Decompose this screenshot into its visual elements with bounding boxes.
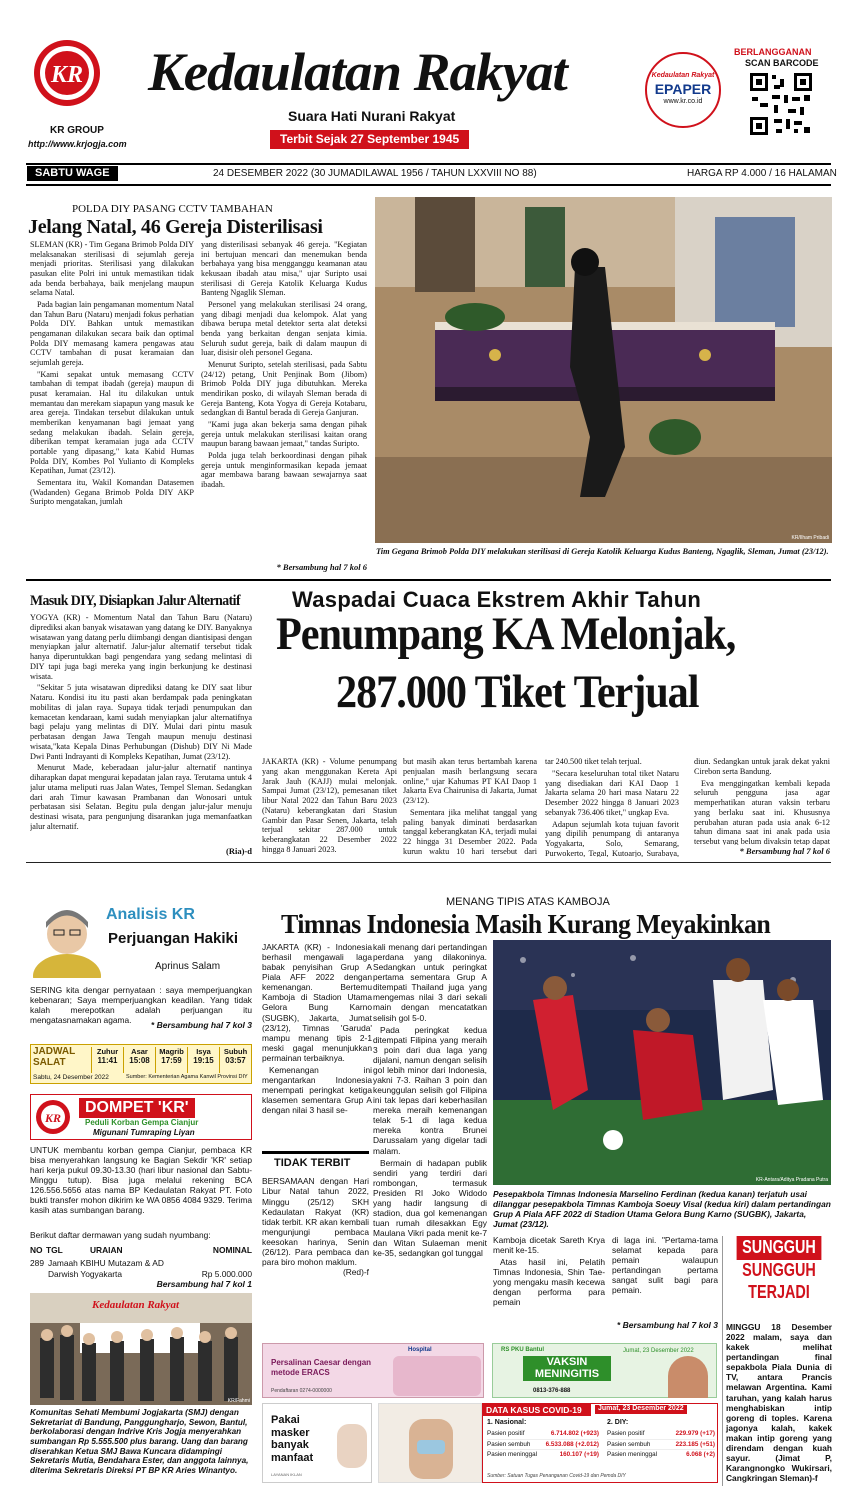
sungguh-text: MINGGU 18 Desember 2022 malam, saya dan kakek melihat pertandingan final sepakbola Piala Dunia di TV, antara Prancis melawan Argentina. Kami taruhan, yang kalah harus menghabiskan intip goreng di toples. Karena jagonya kalah, kakek makan intip goreng yang direndam dengan kuah sayur. (Jimat P, Karangnongko Wukirsari, Cangkringan Sleman)-f (726, 1322, 832, 1484)
covid-nat-label: 1. Nasional: (487, 1419, 527, 1426)
dompet-caption: Komunitas Sehati Membumi Jogjakarta (SMJ) dengan Sekretariat di Bandung, Panggungharjo, Sewon, Bantul, berkolaborasi dengan Indrive Kris Jogja menyerahkan sumbangan Rp 5.555.500 plus barang. Uang dan barang diserahkan Ketua SMJ Bawa Kuncara didampingi Sekretaris Mutia, Bendahara Ester, dan anggota lainnya, diterima Sekretaris Direksi PT BP KR Aries Winantyo. (30, 1408, 249, 1476)
ad-pku-person-image (668, 1356, 708, 1398)
dompet-motto: Migunani Tumraping Liyan (93, 1128, 195, 1137)
timnas-col-2: kali menang dari pertandingan perdana yang dilakoninya. Sedangkan untuk peringkat pertama sementara Grup A ditempati Thailand juga yang mengemas nilai 3 dari sekali main dengan mencatatkan selisih gol 5-0. Pada peringkat kedua ditempati Filipina yang meraih 3 poin dari dua laga yang dijalani, namun dengan selisih gol lebih minor dari Indonesia, yakni 7-3. Raihan 3 poin dan keunggulan selisih gol Filipina ini tak lepas dari keberhasilan mereka meraih kemenangan telak 5-1 di laga kedua mereka kontra Brunei Darussalam yang digelar tadi malam. Bermain di hadapan publik sendiri yang terdiri dari rombongan, termasuk Presiden RI Joko Widodo yang hadir langsung di stadion, dua gol kemenangan tuan rumah dilesakkan Egy Maulana Vikri pada menit ke-7 dan Witan Sulaeman menit ke-35, sedangkan gol tunggal (373, 942, 487, 1259)
timnas-continue[interactable]: * Bersambung hal 7 kol 3 (616, 1320, 718, 1330)
ad-masker-image (378, 1403, 482, 1483)
dompet-title: DOMPET 'KR' (79, 1098, 195, 1118)
church-kicker: POLDA DIY PASANG CCTV TAMBAHAN (72, 203, 273, 215)
train-headline-1[interactable]: Penumpang KA Melonjak, (276, 608, 736, 660)
prayer-cell: Asar 15:08 (123, 1047, 155, 1073)
dompet-header (30, 1094, 252, 1140)
tidak-terbit-box (262, 1151, 369, 1336)
since-badge: Terbit Sejak 27 September 1945 (270, 130, 469, 149)
covid-title: DATA KASUS COVID-19 (483, 1404, 591, 1416)
ad-eracs-brand: Hospital (408, 1347, 432, 1353)
timnas-col-4: di laga ini. "Pertama-tama selamat kepada para pemain walaupun pertandingan pertama sangat sulit bagi para pemain. (612, 1235, 718, 1295)
ad-masker-text: Pakai masker banyak manfaat (271, 1414, 314, 1464)
dompet-text: UNTUK membantu korban gempa Cianjur, pembaca KR bisa menyerahkan langsung ke Bagian Sekdir 'KR' setiap hari kerja pukul 09.30-13.30 (hari libur nasional dan Sabtu-Minggu tutup). Bisa juga melalui rekening BCA 126.556.5656 atas nama BP Kedaulatan Rakyat PT. Foto bukti transfer mohon dikirim ke WA 0856 4084 9329. Terima kasih atas sumbangan barang. (30, 1145, 252, 1216)
kr-logo (32, 38, 102, 108)
analisis-portrait (32, 898, 102, 978)
covid-date: Jumat, 23 Desember 2022 (595, 1405, 687, 1414)
scan-label: SCAN BARCODE (745, 58, 819, 68)
analisis-title: Analisis KR (106, 906, 195, 923)
svg-text:KR: KR (44, 1111, 62, 1125)
alt-body: YOGYA (KR) - Momentum Natal dan Tahun Baru (Nataru) diprediksi akan banyak wisatawan yang datang ke DIY. Banyaknya wisatawan yang datang perlu diimbangi dengan diantisipasi dengan menyiapkan jalur alternatif. Jalur-jalur alternatif tersebut tidak hanya diperuntukkan bagi pengendara yang sedang melintasi di DIY tapi juga bagi mereka yang ingin berkunjung ke destinasi wisata. "Sekitar 5 juta wisatawan diprediksi datang ke DIY saat libur Nataru. Kondisi itu itu pasti akan berdampak pada peningkatan mobilitas di jalan raya. Supaya tidak terjadi penumpukan dan kemacetan kendaraan, kami sudah menyiapkan jalur alternatifnya bagi pelaju yang melintas di DIY. Mulai dari pintu masuk perbatasan dengan Jawa Tengah maupun menuju destinasi wisata,"kata Kepala Dinas Perhubungan (Dishub) DIY Ni Made Dwi Panti Indrayanti di Kompleks Kepatihan, Jumat (23/12). Menurut Made, keberadaan jalur-jalur alternatif nantinya diharapkan dapat mengurai kepadatan jalan raya. Terutama untuk 4 jalur utama meliputi ruas Jalan Wates, Tempel Sleman. Sedangkan dari arah Timur kawasan Prambanan dan Wonosari untuk perbatasan sisi Selatan. Begitu pula dengan jalur-jalur menuju destinasi wisata, para pengunjung disarankan juga memanfaatkan jalur alternatif. (30, 613, 252, 831)
timnas-caption: Pesepakbola Timnas Indonesia Marselino Ferdinan (kedua kanan) terjatuh usai dilanggar pesepakbola Timnas Kamboja Soeuy Visal (kedua kiri) dalam pertandingan Grup A Piala AFF 2022 di Stadion Utama Gelora Bung Karno (SUGBK), Jakarta, Jumat (23/12). (493, 1189, 831, 1230)
subscribe-label: BERLANGGANAN (734, 47, 812, 57)
church-headline[interactable]: Jelang Natal, 46 Gereja Disterilisasi (28, 216, 323, 238)
epaper-url: www.kr.co.id (663, 97, 703, 105)
dompet-photo (30, 1293, 252, 1405)
website-link[interactable]: http://www.krjogja.com (28, 139, 127, 149)
ad-eracs-mother-image (393, 1356, 481, 1396)
church-col-1: SLEMAN (KR) - Tim Gegana Brimob Polda DIY melaksanakan sterilisasi di sejumlah gereja menjadi prioritas. Sterilisasi yang dilakukan pasukan elite Polri ini untuk memastikan tidak ada benda berbahaya, baik menjelang maupun selama Natal. Pada bagian lain pengamanan momentum Natal dan Tahun Baru (Nataru) menjadi fokus perhatian Polda DIY. Bahkan untuk memastikan pengamanan dilakukan secara baik dan optimal Polda DIY memasang kamera pengawas atau CCTV tambahan di pusat keramaian dan sejumlah gereja. "Kami sepakat untuk memasang CCTV tambahan di tempat ibadah (gereja) maupun di pusat keramaian. Hal itu dilakukan untuk memantau dan merekam siapapun yang masuk ke area gereja. Tindakan tersebut dilakukan untuk memberikan kenyamanan bagi jemaat yang sedang melakukan ibadah. Selain gereja, diberikan tempat keramaian juga ada CCTV portable yang dipasang," kata Kabid Humas Polda DIY, Kombes Pol Yulianto di Kompleks Kepatihan, Jumat (23/12). Sementara itu, Wakil Komandan Datasemen (Wadanden) Gegana Brimob Polda DIY AKP Suripto mengatakan, jumlah (30, 240, 194, 507)
analisis-text: SERING kita dengar pernyataan : saya memperjuangkan kebenaran; Saya memperjuangkan keadilan. Yang tidak kalah merepotkan adalah perjuangan itu mengatasnamakan agama. (30, 985, 252, 1026)
ad-pku-phone: 0813-376-888 (533, 1388, 571, 1394)
prayer-box (30, 1044, 252, 1084)
timnas-col-3: Kamboja dicetak Sareth Krya menit ke-15. Atas hasil ini, Pelatih Timnas Indonesia, Shin Tae-yong mengaku masih kecewa dengan performa para pemain (493, 1235, 605, 1308)
timnas-headline[interactable]: Timnas Indonesia Masih Kurang Meyakinkan (281, 909, 771, 939)
covid-diy-table: Pasien positif 229.979 (+17) Pasien sembuh 223.185 (+51) Pasien meninggal 6.068 (+2) (607, 1430, 715, 1459)
prayer-cell: Isya 19:15 (187, 1047, 219, 1073)
alt-headline[interactable]: Masuk DIY, Disiapkan Jalur Alternatif (30, 593, 241, 609)
dompet-photo-banner: Kedaulatan Rakyat (92, 1299, 180, 1311)
timnas-kicker: MENANG TIPIS ATAS KAMBOJA (446, 896, 610, 908)
ad-pku[interactable] (492, 1343, 717, 1398)
dompet-list-head: Berikut daftar dermawan yang sudah nyumbang: (30, 1230, 211, 1240)
day-badge: SABTU WAGE (27, 166, 118, 181)
svg-text:KR: KR (50, 62, 84, 88)
covid-nat-table: Pasien positif 6.714.802 (+923) Pasien sembuh 6.533.088 (+2.012) Pasien meninggal 160.107 (+19) (487, 1430, 599, 1459)
church-photo-credit: KR/Ilham Pribadi (791, 534, 829, 541)
tagline: Suara Hati Nurani Rakyat (288, 108, 456, 124)
train-headline-2[interactable]: 287.000 Tiket Terjual (336, 666, 699, 718)
ad-pku-date: Jumat, 23 Desember 2022 (623, 1348, 694, 1354)
tidak-terbit-text: BERSAMAAN dengan Hari Libur Natal tahun 2022, Minggu (25/12) SKH Kedaulatan Rakyat (KR) tidak terbit. KR akan kembali mengunjungi pembaca keesokan harinya, Senin (26/12). Para pembaca dan para biro mohon maklum. (262, 1176, 369, 1268)
qr-code-icon[interactable] (748, 71, 814, 137)
alt-sign: (Ria)-d (226, 846, 252, 856)
prayer-date: Sabtu, 24 Desember 2022 (33, 1074, 109, 1081)
train-col-4: diun. Sedangkan untuk jarak dekat yakni Cirebon serta Bandung. Eva menggingatkan kembali kepada seluruh pengguna jasa agar memperhatikan aturan vaksin terbaru yang berlaku saat ini. Khususnya perubahan aturan pada usia anak 6-12 tahun dimana saat ini anak pada usia tersebut yang belum divaksin tetap dapat (694, 757, 830, 845)
train-col-3: tar 240.500 tiket telah terjual. "Secara keseluruhan total tiket Nataru yang disediakan dari KAI Daop 1 Jakarta selama 20 hari masa Nataru 22 Desember 2022 hingga 8 Januari 2023 sebanyak 736.406 tiket," ungkap Eva. Adapun sejumlah kota tujuan favorit yang dipilih penumpang di antaranya Yogyakarta, Solo, Semarang, Purwokerto, Tegal, Kutoarjo, Surabaya, (545, 757, 679, 857)
prayer-source: Sumber: Kementerian Agama Kanwil Provinsi DIY (126, 1074, 248, 1080)
epaper-label: EPAPER (654, 80, 712, 97)
prayer-cell: Subuh 03:57 (219, 1047, 251, 1073)
timnas-col-1: JAKARTA (KR) - Indonesia berhasil mengawali laga babak penyisihan Grup A Piala AFF 2022 dengan kemenangan. Bertemu Kamboja di Stadion Utama Gelora Bung Karno (SUGBK), Jakarta, Jumat (23/12), Timnas 'Garuda' mampu menang tipis 2-1 meski gagal menunjukkan permainan terbaiknya. Kemenangan ini mengantarkan Indonesia menempati peringkat ketiga klasemen sementara Grup A dengan nilai 3 hasil se- (262, 942, 372, 1116)
church-photo (375, 197, 832, 543)
epaper-brand: Kedaulatan Rakyat (651, 72, 715, 79)
issue-date: 24 DESEMBER 2022 (30 JUMADILAWAL 1956 / TAHUN LXXVIII NO 88) (213, 168, 537, 179)
church-col-2: yang disterilisasi sebanyak 46 gereja. "Kegiatan ini bertujuan mencari dan menemukan benda berbahaya yang bisa mengganggu keamanan atau kekusaan ibadah atau misa," ujar Suripto usai sterilisasi di Gereja Katolik Keluarga Kudus Banteng Ngaglik Sleman. Personel yang melakukan sterilisasi 24 orang, yang dibagi menjadi dua kelompok. Alat yang dibawa berupa metal detektor serta alat deteksi benda yang berkaitan dengan senjata kimia. Seluruh sudut gereja, baik di dalam maupun di luar, disisir oleh personel Gegana. Menurut Suripto, setelah sterilisasi, pada Sabtu (24/12) petang, Unit Penjinak Bom (Jibom) Brimob Polda DIY juga dibutuhkan. Mereka mendirikan posko, di wilayah Sleman berada di Gereja Banteng, Kota Yogya di Gereja Kotabaru, sedangkan di Bantul berada di Gereja Ganjuran. "Kami juga akan bekerja sama dengan pihak gereja untuk melakukan sterilisasi kaitan orang maupun barang bawaan jemaat," tandas Suripto. Polda juga telah berkoordinasi dengan pihak gereja untuk menginformasikan kepada jemaat agar membawa barang bawaan sewajarnya saat ibadah. (201, 240, 367, 490)
epaper-badge[interactable] (645, 52, 721, 128)
train-col-2: but masih akan terus bertambah karena penjualan masih berlangsung secara online," ujar Kahumas PT KAI Daop 1 Jakarta Eva Chairunisa di Jakarta, Jumat (23/12). Sementara jika melihat tanggal yang paling banyak diminati berdasarkan tanggal keberangkatan KA, terjadi mulai 22 hingga 31 Desember 2022. Pada kurun waktu 10 hari tersebut dari (403, 757, 537, 856)
prayer-label-2: SALAT (33, 1057, 66, 1068)
church-continue[interactable]: * Bersambung hal 7 kol 6 (276, 562, 367, 572)
analisis-author: Aprinus Salam (155, 961, 221, 972)
train-continue[interactable]: * Bersambung hal 7 kol 6 (739, 846, 830, 856)
sungguh-t2: SUNGGUH (742, 1259, 816, 1280)
covid-diy-label: 2. DIY: (607, 1419, 629, 1426)
ad-eracs-title: Persalinan Caesar dengan metode ERACS (271, 1358, 372, 1377)
dompet-table: NO TGL URAIAN NOMINAL 289 Jamaah KBIHU Mutazam & AD Darwish Yogyakarta Rp 5.000.000 (30, 1245, 252, 1279)
prayer-cell: Zuhur 11:41 (91, 1047, 123, 1073)
tidak-terbit-sign: (Red)-f (342, 1267, 369, 1278)
issue-price: HARGA RP 4.000 / 16 HALAMAN (687, 168, 837, 179)
ad-eracs-foot: Pendaftaran 0274-0000000 (271, 1388, 332, 1394)
sungguh-t1: SUNGGUH (737, 1236, 822, 1260)
church-caption: Tim Gegana Brimob Polda DIY melakukan sterilisasi di Gereja Katolik Keluarga Kudus Banteng, Ngaglik, Sleman, Jumat (23/12). (376, 547, 829, 556)
dompet-photo-credit: KR/Fahmi (227, 1397, 250, 1404)
prayer-cell: Magrib 17:59 (155, 1047, 187, 1073)
masthead-title: Kedaulatan Rakyat (148, 42, 567, 102)
timnas-photo-credit: KR-Antara/Aditya Pradana Putra (755, 1176, 828, 1183)
kr-group: KR GROUP (50, 125, 104, 136)
train-col-1: JAKARTA (KR) - Volume penumpang yang akan menggunakan Kereta Api Jarak Jauh (KAJJ) mulai melonjak. Sampai Jumat (23/12), pemesanan tiket libur Natal 2022 dan Tahun Baru 2023 (Nataru) keberangkatan dari Stasiun Gambir dan Pasar Senen, Jakarta, telah terjual sekitar 287.000 untuk keberangkatan 22 Desember 2022 hingga 8 Januari 2023. (262, 757, 397, 854)
analisis-continue[interactable]: * Bersambung hal 7 kol 3 (150, 1020, 252, 1030)
ad-pku-brand: RS PKU Bantul (501, 1347, 545, 1353)
sungguh-t3: TERJADI (748, 1281, 810, 1302)
prayer-label-1: JADWAL (33, 1046, 76, 1057)
dompet-logo-icon (35, 1099, 71, 1135)
dompet-sub: Peduli Korban Gempa Cianjur (85, 1118, 199, 1127)
sungguh-header (726, 1236, 832, 1320)
prayer-grid (91, 1047, 251, 1073)
dompet-continue[interactable]: Bersambung hal 7 kol 1 (156, 1279, 252, 1289)
ad-eracs[interactable] (262, 1343, 484, 1398)
mask-icon (337, 1424, 367, 1468)
covid-box (482, 1403, 718, 1483)
ad-layanan: LAYANAN IKLAN (271, 1472, 302, 1477)
timnas-photo (493, 940, 831, 1185)
ad-pku-title: VAKSIN MENINGITIS (523, 1356, 611, 1381)
tidak-terbit-title: TIDAK TERBIT (274, 1157, 351, 1169)
train-kicker: Waspadai Cuaca Ekstrem Akhir Tahun (292, 587, 702, 612)
covid-source: Sumber: Satuan Tugas Penanganan Covid-19 dan Pemda DIY (487, 1473, 626, 1479)
ad-masker[interactable] (262, 1403, 372, 1483)
analisis-topic[interactable]: Perjuangan Hakiki (108, 930, 239, 947)
